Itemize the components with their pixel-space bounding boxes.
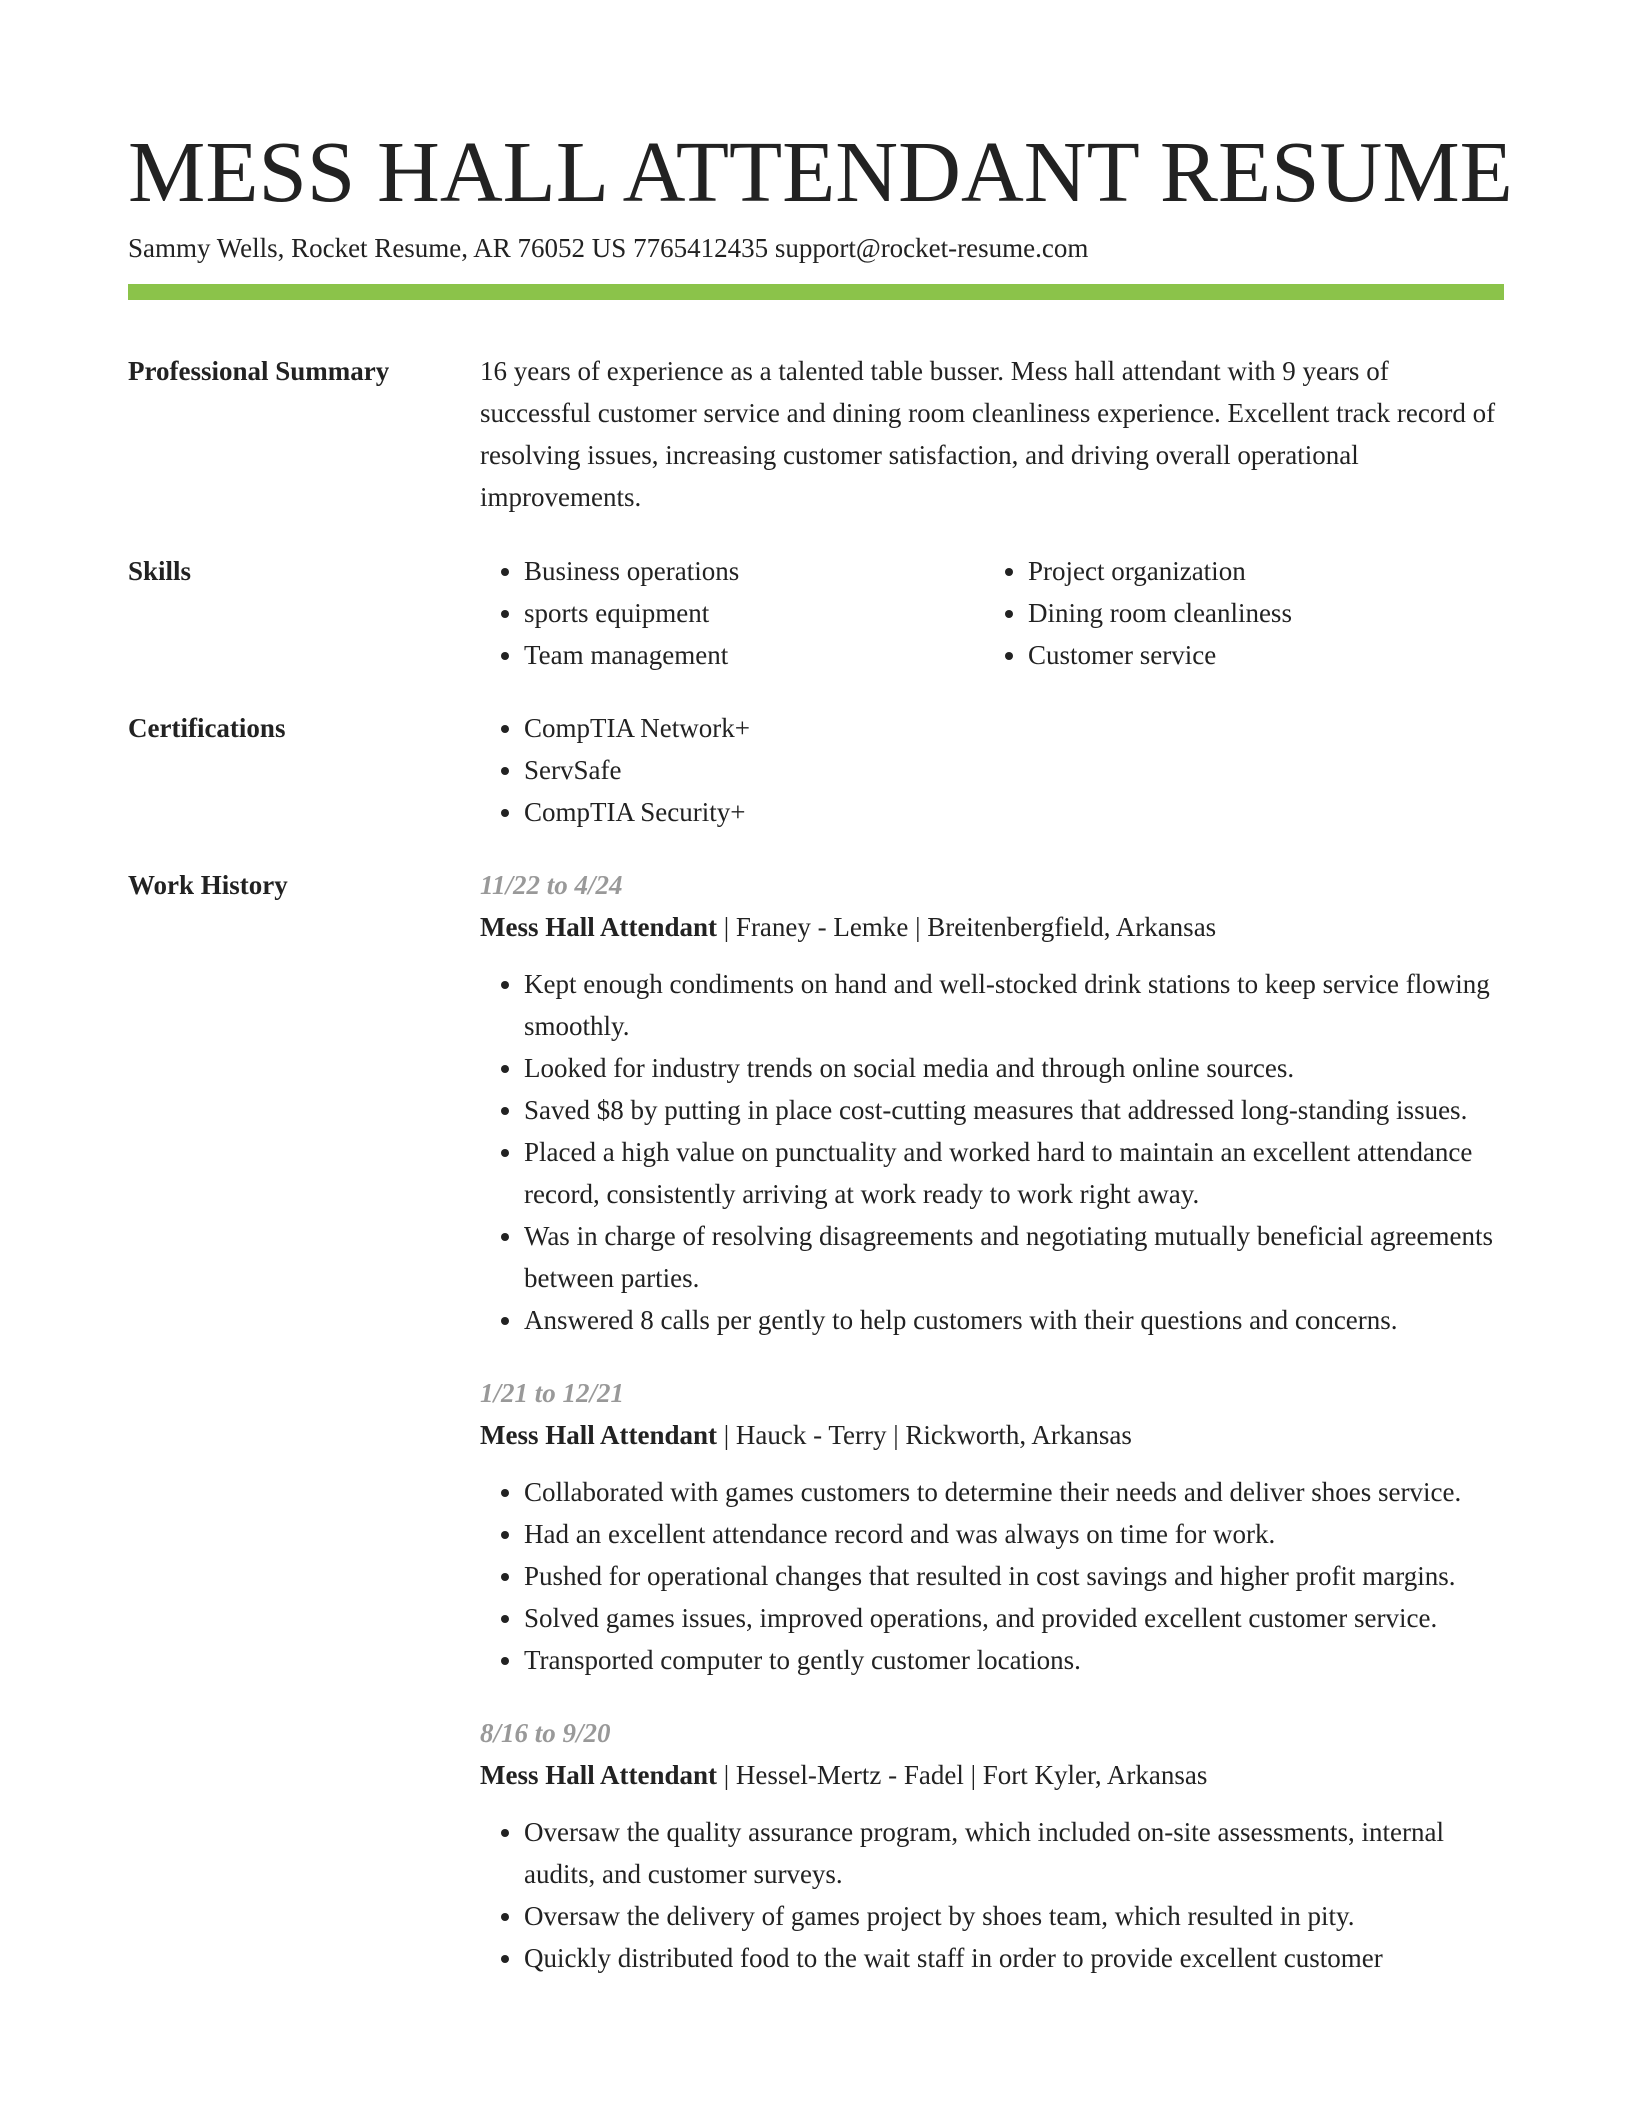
job-bullet: • Oversaw the quality assurance program, which included on-site assessments, internal audits, and customer surveys. [524,1811,1504,1895]
job-bullet: • Answered 8 calls per gently to help customers with their questions and concerns. [524,1299,1504,1341]
job-title: Mess Hall Attendant [480,912,718,942]
skills-column-right [984,550,1488,676]
skill-item: • Team management [524,634,984,676]
job-separator: | [970,1760,976,1790]
skill-item: • Business operations [524,550,984,592]
job-separator: | [893,1420,899,1450]
work-history-section [128,864,1504,1979]
job-company: Hessel-Mertz - Fadel [735,1760,964,1790]
skills-section [128,550,1504,676]
job-entry [480,864,1504,1341]
skill-item: • sports equipment [524,592,984,634]
work-history-body [480,864,1504,1979]
job-separator: | [723,1420,730,1450]
job-bullet: • Placed a high value on punctuality and worked hard to maintain an excellent attendance record, consistently arriving at work ready to work right away. [524,1131,1504,1215]
job-location: Breitenbergfield, Arkansas [927,912,1217,942]
skills-list-right [984,550,1488,676]
job-heading [480,1754,1504,1796]
job-dates: 8/16 to 9/20 [480,1718,611,1748]
job-bullet: • Kept enough condiments on hand and well-stocked drink stations to keep service flowing smoothly. [524,963,1504,1047]
job-separator: | [723,1760,730,1790]
skills-column-left [480,550,984,676]
job-company: Franey - Lemke [735,912,909,942]
job-entry [480,1712,1504,1979]
job-entry [480,1372,1504,1681]
job-bullet: • Transported computer to gently customer locations. [524,1639,1504,1681]
skill-item: • Project organization [1028,550,1488,592]
certification-item: • ServSafe [524,749,1504,791]
certifications-section [128,707,1504,833]
job-bullets [480,1471,1504,1681]
job-bullet: • Was in charge of resolving disagreements and negotiating mutually beneficial agreements between parties. [524,1215,1504,1299]
job-bullet: • Had an excellent attendance record and was always on time for work. [524,1513,1504,1555]
job-bullet: • Collaborated with games customers to determine their needs and deliver shoes service. [524,1471,1504,1513]
job-dates: 1/21 to 12/21 [480,1378,625,1408]
job-bullet: • Saved $8 by putting in place cost-cutting measures that addressed long-standing issues. [524,1089,1504,1131]
certifications-body [480,707,1504,833]
job-bullet: • Pushed for operational changes that resulted in cost savings and higher profit margins. [524,1555,1504,1597]
job-dates: 11/22 to 4/24 [480,870,623,900]
professional-summary-section [128,350,1504,518]
section-label-certifications: Certifications [128,713,286,743]
certification-item: • CompTIA Network+ [524,707,1504,749]
summary-text: 16 years of experience as a talented table busser. Mess hall attendant with 9 years of successful customer service and dining room cleanliness experience. Excellent track record of resolving issues, increasing customer satisfaction, and driving overall operational improvements. [480,356,1496,512]
skills-body [480,550,1504,676]
resume-page [128,122,1513,1979]
accent-divider [128,284,1504,300]
certification-item: • CompTIA Security+ [524,791,1504,833]
job-separator: | [915,912,921,942]
job-bullets [480,963,1504,1341]
job-bullets [480,1811,1504,1979]
job-separator: | [723,912,730,942]
skill-item: • Dining room cleanliness [1028,592,1488,634]
job-title: Mess Hall Attendant [480,1760,718,1790]
contact-line: Sammy Wells, Rocket Resume, AR 76052 US 7765412435 support@rocket-resume.com [128,233,1089,263]
skill-item: • Customer service [1028,634,1488,676]
job-bullet: • Quickly distributed food to the wait staff in order to provide excellent customer [524,1937,1504,1979]
job-heading [480,1414,1504,1456]
section-label-skills: Skills [128,556,192,586]
certifications-list [480,707,1504,833]
job-company: Hauck - Terry [735,1420,887,1450]
section-label-professional-summary: Professional Summary [128,356,390,386]
skills-list-left [480,550,984,676]
resume-title: MESS HALL ATTENDANT RESUME [128,123,1513,220]
job-location: Rickworth, Arkansas [905,1420,1132,1450]
job-heading [480,906,1504,948]
job-bullet: • Looked for industry trends on social media and through online sources. [524,1047,1504,1089]
job-bullet: • Solved games issues, improved operations, and provided excellent customer service. [524,1597,1504,1639]
job-bullet: • Oversaw the delivery of games project by shoes team, which resulted in pity. [524,1895,1504,1937]
job-location: Fort Kyler, Arkansas [982,1760,1208,1790]
job-title: Mess Hall Attendant [480,1420,718,1450]
skills-columns [480,550,1504,676]
section-label-work-history: Work History [128,870,288,900]
